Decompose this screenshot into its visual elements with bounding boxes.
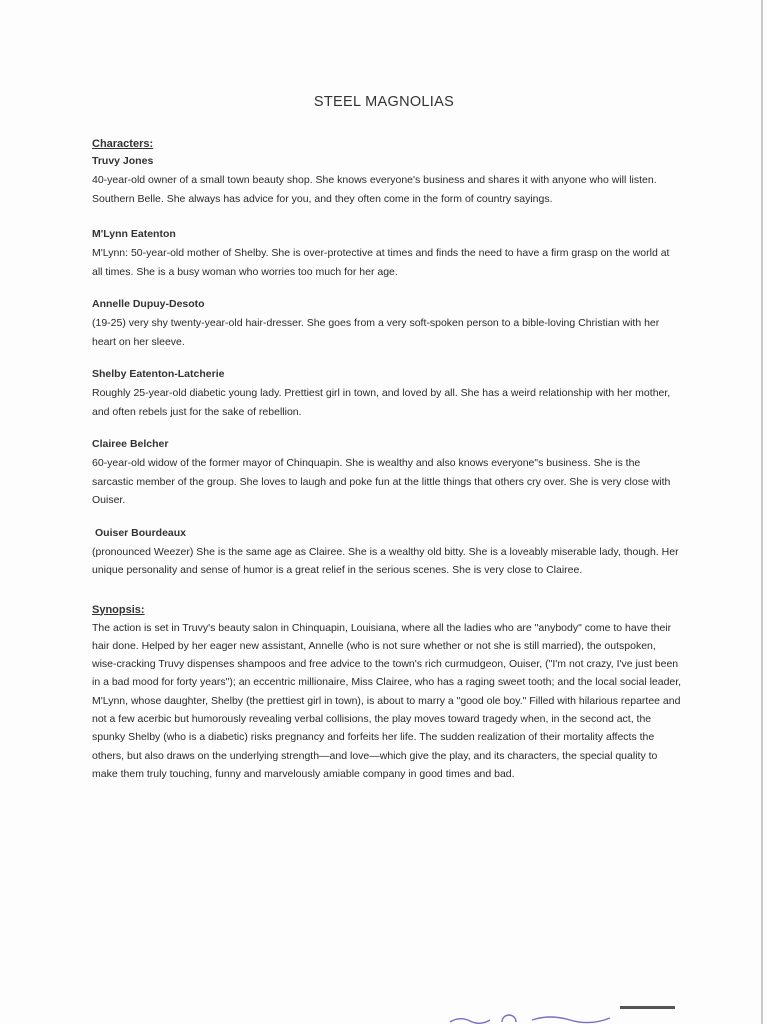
character-name: Truvy Jones bbox=[92, 155, 154, 167]
characters-heading: Characters: bbox=[92, 138, 154, 150]
character-name: Clairee Belcher bbox=[92, 438, 169, 450]
character-description: 60-year-old widow of the former mayor of Chinquapin. She is wealthy and also knows everyone"s business. She is the sarcastic member of the group. She loves to laugh and poke fun at the little things that others cry over. She is very close with Ouiser. bbox=[92, 457, 671, 506]
character-entry bbox=[92, 525, 682, 580]
character-entry bbox=[92, 436, 682, 510]
document-body bbox=[92, 136, 682, 783]
character-entry bbox=[92, 296, 682, 351]
character-name: M'Lynn Eatenton bbox=[92, 228, 176, 240]
handwritten-mark bbox=[440, 1008, 660, 1024]
character-entry bbox=[92, 226, 682, 281]
character-description: Roughly 25-year-old diabetic young lady. Prettiest girl in town, and loved by all. She has a weird relationship with her mother, and often rebels just for the sake of rebellion. bbox=[92, 387, 671, 418]
synopsis-section bbox=[92, 602, 682, 784]
synopsis-text: The action is set in Truvy's beauty salon in Chinquapin, Louisiana, where all the ladies who are "anybody" come to have their hair done. Helped by her eager new assistant, Annelle (who is not sure whether or not she is still married), the outspoken, wise-cracking Truvy dispenses shampoos and free advice to the town's rich curmudgeon, Ouiser, ("I'm not crazy, I've just been in a bad mood for forty years"); an eccentric millionaire, Miss Clairee, who has a raging sweet tooth; and the local social leader, M'Lynn, whose daughter, Shelby (the prettiest girl in town), is about to marry a "good ole boy." Filled with hilarious repartee and not a few acerbic but humorously revealing verbal collisions, the play moves toward tragedy when, in the second act, the spunky Shelby (who is a diabetic) risks pregnancy and forfeits her life. The sudden realization of their mortality affects the others, but also draws on the underlying strength—and love—which give the play, and its characters, the special quality to make them truly touching, funny and marvelously amiable company in good times and bad. bbox=[92, 621, 682, 780]
document-title: STEEL MAGNOLIAS bbox=[313, 94, 455, 110]
character-description: 40-year-old owner of a small town beauty shop. She knows everyone's business and shares it with anyone who will listen. Southern Belle. She always has advice for you, and they often come in the form of country sayings. bbox=[92, 174, 657, 205]
character-name: Ouiser Bourdeaux bbox=[95, 526, 187, 539]
character-description: M'Lynn: 50-year-old mother of Shelby. She is over-protective at times and finds the need to have a firm grasp on the world at all times. She is a busy woman who worries too much for her age. bbox=[92, 247, 670, 278]
page-edge bbox=[761, 0, 763, 1024]
character-entry bbox=[92, 153, 682, 208]
synopsis-heading: Synopsis: bbox=[92, 603, 145, 616]
character-name: Shelby Eatenton-Latcherie bbox=[92, 368, 225, 380]
character-name: Annelle Dupuy-Desoto bbox=[92, 298, 205, 310]
character-entry bbox=[92, 366, 682, 421]
character-description: (19-25) very shy twenty-year-old hair-dresser. She goes from a very soft-spoken person to a bible-loving Christian with her heart on her sleeve. bbox=[92, 317, 660, 348]
character-description: (pronounced Weezer) She is the same age as Clairee. She is a wealthy old bitty. She is a loveably miserable lady, though. Her unique personality and sense of humor is a great relief in the serious scenes. She is very close to Clairee. bbox=[92, 545, 679, 576]
